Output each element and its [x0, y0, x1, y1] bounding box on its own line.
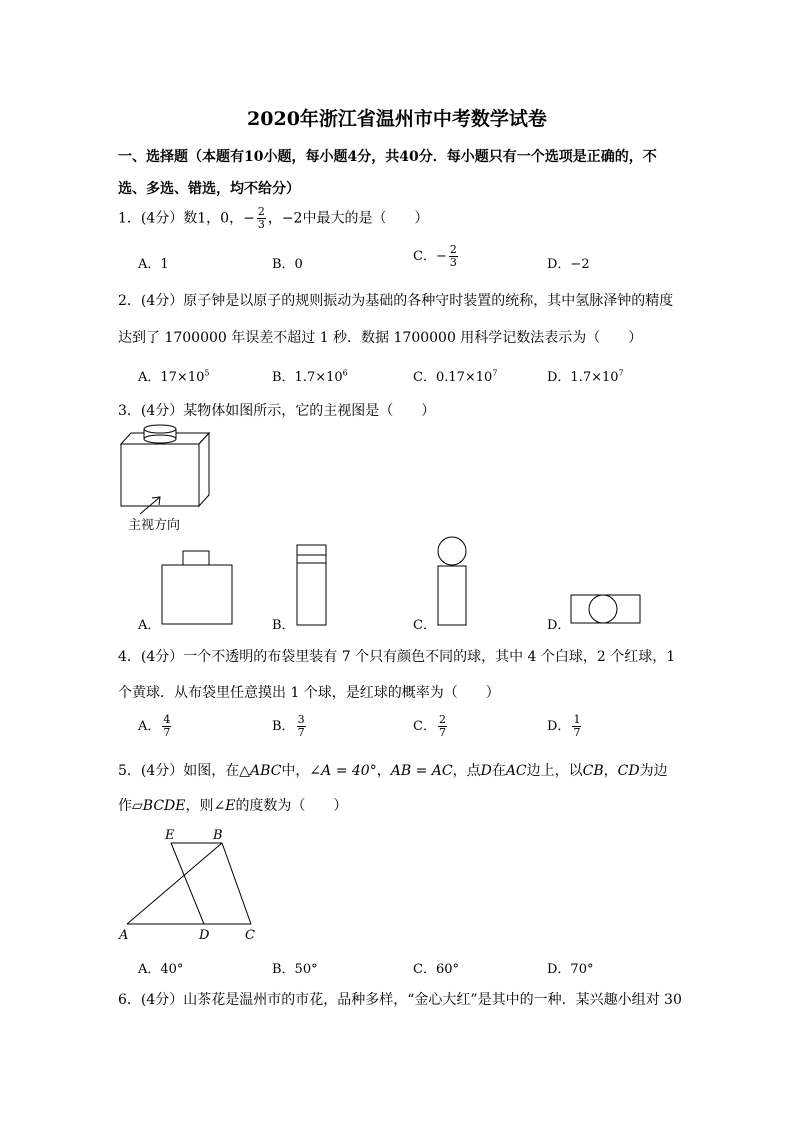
q1-frac-den: 3 — [257, 218, 265, 231]
q2-d-exp: 7 — [618, 368, 624, 378]
page-title: 2020年浙江省温州市中考数学试卷 — [247, 108, 547, 130]
q5-line-ed — [171, 843, 204, 924]
q3-option-c[interactable]: C． — [413, 618, 436, 633]
q5-line-ab — [127, 843, 222, 924]
q5-label-b: B — [213, 828, 223, 843]
q4-option-b[interactable] — [272, 714, 308, 739]
q3-figure-c — [435, 536, 469, 626]
q4-b-fraction — [297, 714, 306, 739]
q5-option-d[interactable]: D．70° — [547, 962, 594, 977]
q4-option-c[interactable] — [413, 714, 449, 739]
q5-line-bc — [222, 843, 251, 924]
q5-angle-e: ∠E — [213, 798, 236, 814]
q4-a-num: 4 — [163, 713, 171, 726]
q4-b-label: B． — [272, 719, 295, 734]
q3-option-b[interactable]: B． — [272, 618, 295, 633]
question-4-line2: 个黄球．从布袋里任意摸出 1 个球，是红球的概率为（ ） — [118, 685, 500, 701]
q5-geometry-figure — [115, 825, 265, 945]
q3-figure-a — [160, 550, 235, 625]
q5-label-e: E — [165, 828, 175, 843]
q4-d-label: D． — [547, 719, 571, 734]
section-heading-line1: 一、选择题（本题有10小题，每小题4分，共40分．每小题只有一个选项是正确的，不 — [118, 149, 657, 165]
q4-c-fraction — [438, 714, 447, 739]
q3-box-side — [199, 433, 209, 506]
q4-option-a[interactable] — [138, 714, 173, 739]
q2-option-c[interactable] — [413, 366, 497, 385]
q1-option-d[interactable]: D．−2 — [547, 257, 590, 272]
q5-text-g: ， — [603, 763, 618, 779]
q3-figure-b — [296, 544, 328, 626]
q5-parallelogram: ▱BCDE — [132, 798, 186, 814]
q5-equality: AB = AC — [390, 763, 453, 779]
q1-option-a[interactable]: A．1 — [138, 257, 169, 272]
q1-option-c-fraction — [449, 244, 458, 269]
q3-a-body-rect — [162, 565, 232, 624]
question-3: 3．(4分）某物体如图所示，它的主视图是（ ） — [118, 403, 436, 419]
q3-option-d[interactable]: D． — [547, 618, 571, 633]
q4-d-num: 1 — [573, 713, 581, 726]
q1-option-b[interactable]: B．0 — [272, 257, 303, 272]
q2-b-exp: 6 — [342, 368, 348, 378]
q5-option-a[interactable]: A．40° — [138, 962, 184, 977]
q5-text-c: ， — [376, 763, 391, 779]
q5-segment-cb: CB — [582, 763, 604, 779]
q1-fraction — [257, 206, 266, 231]
q4-c-den: 7 — [438, 726, 446, 739]
q1-prefix: 1．(4分）数1，0， — [118, 210, 244, 227]
question-4-line1: 4．(4分）一个不透明的布袋里装有 7 个只有颜色不同的球，其中 4 个白球，2 个红球，1 — [118, 649, 676, 665]
q4-b-den: 7 — [297, 726, 305, 739]
question-1 — [118, 206, 428, 231]
q3-cylinder-top — [144, 425, 176, 433]
q5-text-a: 5．(4分）如图，在 — [118, 763, 240, 779]
section-heading-line2: 选、多选、错选，均不给分） — [118, 181, 300, 197]
q5-label-a: A — [119, 928, 129, 943]
q1-neg: − — [243, 210, 255, 227]
q2-b-base: B．1.7×10 — [272, 370, 343, 385]
q1-suffix: ，−2中最大的是（ ） — [267, 210, 429, 227]
q5-option-c[interactable]: C．60° — [413, 962, 459, 977]
q5-text-h: 为边 — [639, 763, 668, 779]
q5-text-d: ，点 — [452, 763, 481, 779]
q5-point-d: D — [480, 763, 492, 779]
q2-option-a[interactable] — [138, 366, 209, 385]
q1-frac-num: 2 — [257, 205, 265, 218]
q1-option-c[interactable] — [413, 244, 460, 269]
q5-text-b: 中， — [281, 763, 310, 779]
q3-figure-d — [570, 592, 642, 626]
question-5-line1 — [118, 760, 668, 780]
q4-a-den: 7 — [163, 726, 171, 739]
q3-view-label: 主视方向 — [128, 518, 181, 533]
q2-option-b[interactable] — [272, 366, 348, 385]
q5-triangle: △ABC — [239, 763, 282, 779]
q3-a-top-rect — [183, 551, 209, 565]
q5-angle-a: ∠A = 40° — [309, 763, 377, 779]
q2-a-base: A．17×10 — [138, 370, 205, 385]
q1-c-den: 3 — [449, 256, 457, 269]
q2-option-d[interactable] — [547, 366, 624, 385]
q4-option-d[interactable] — [547, 714, 583, 739]
q5-segment-ac: AC — [505, 763, 527, 779]
q3-d-rect — [571, 595, 640, 623]
question-2-line1: 2．(4分）原子钟是以原子的规则振动为基础的各种守时装置的统称，其中氢脉泽钟的精度 — [118, 293, 674, 309]
q5-text-e: 在 — [491, 763, 506, 779]
q2-a-exp: 5 — [204, 368, 210, 378]
q5-label-c: C — [245, 928, 255, 943]
q5-text-f: 边上，以 — [526, 763, 583, 779]
q5-text-k: 的度数为（ ） — [235, 798, 348, 814]
q4-d-den: 7 — [573, 726, 581, 739]
q4-b-num: 3 — [297, 713, 305, 726]
q4-d-fraction — [572, 714, 581, 739]
q5-label-d: D — [199, 928, 210, 943]
q4-c-label: C． — [413, 719, 436, 734]
q2-c-exp: 7 — [492, 368, 498, 378]
q1-c-num: 2 — [449, 243, 457, 256]
q1-option-c-prefix: C．− — [413, 249, 447, 264]
q5-segment-cd: CD — [617, 763, 640, 779]
q4-a-label: A． — [138, 719, 161, 734]
q2-c-base: C．0.17×10 — [413, 370, 493, 385]
q3-b-rect — [297, 545, 326, 625]
q4-c-num: 2 — [438, 713, 446, 726]
q3-c-circle — [438, 537, 466, 565]
q2-d-base: D．1.7×10 — [547, 370, 619, 385]
question-2-line2: 达到了 1700000 年误差不超过 1 秒．数据 1700000 用科学记数法表示为（ ） — [118, 330, 643, 346]
q5-text-i: 作 — [118, 798, 132, 814]
question-5-line2 — [118, 795, 347, 815]
q5-text-j: ，则 — [185, 798, 214, 814]
q3-c-rect — [438, 566, 466, 625]
question-6-line1: 6．(4分）山茶花是温州市的市花，品种多样，“金心大红”是其中的一种．某兴趣小组对 30 — [118, 992, 682, 1008]
q4-a-fraction — [162, 714, 171, 739]
q3-option-a[interactable]: A． — [138, 618, 161, 633]
q5-option-b[interactable]: B．50° — [272, 962, 318, 977]
